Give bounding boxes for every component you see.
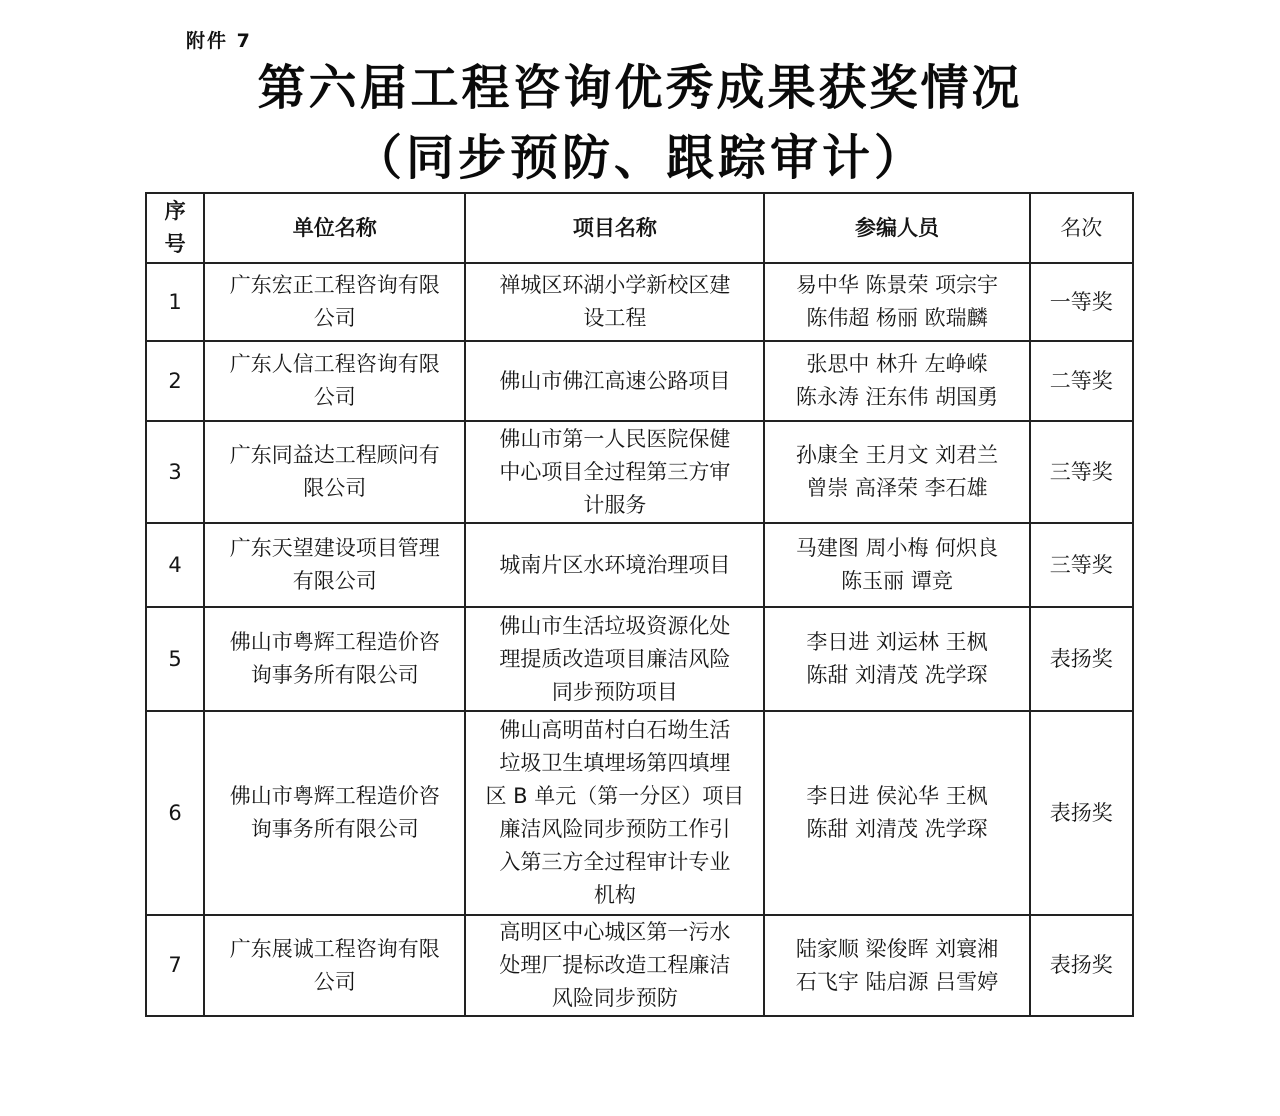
- table-row: [146, 263, 1133, 341]
- project-name-cell: [465, 523, 764, 607]
- unit-name-line: 广东天望建设项目管理: [229, 536, 440, 560]
- contributors-cell: [764, 263, 1029, 341]
- row-number-cell: 7: [146, 915, 204, 1016]
- award-rank-cell: 三等奖: [1030, 421, 1133, 523]
- project-name-line: 同步预防项目: [551, 679, 678, 704]
- unit-name-line: 佛山市粤辉工程造价咨: [229, 630, 440, 654]
- column-header-people: 参编人员: [764, 193, 1029, 263]
- unit-name-line: 广东同益达工程顾问有: [229, 443, 440, 467]
- table-row: [146, 421, 1133, 523]
- row-number-cell: 5: [146, 607, 204, 711]
- project-name-line: 设工程: [583, 306, 647, 330]
- contributors-line: 孙康全 王月文 刘君兰: [795, 443, 999, 467]
- project-name-line: 计服务: [583, 492, 647, 517]
- project-name-line: 机构: [593, 883, 636, 907]
- table-row: [146, 711, 1133, 915]
- table-header-row: [146, 193, 1133, 263]
- project-name-cell: [465, 421, 764, 523]
- award-rank-cell: 二等奖: [1030, 341, 1133, 421]
- contributors-line: 石飞宇 陆启源 吕雪婷: [795, 969, 999, 994]
- unit-name-line: 广东宏正工程咨询有限: [229, 273, 440, 297]
- unit-name-cell: [204, 341, 465, 421]
- contributors-line: 曾崇 高泽荣 李石雄: [806, 476, 988, 500]
- table-row: [146, 607, 1133, 711]
- contributors-line: 陈玉丽 谭竞: [841, 569, 953, 593]
- unit-name-cell: [204, 607, 465, 711]
- project-name-line: 风险同步预防: [551, 986, 678, 1010]
- contributors-cell: [764, 523, 1029, 607]
- contributors-line: 马建图 周小梅 何炽良: [795, 536, 999, 560]
- table-row: [146, 523, 1133, 607]
- column-header-unit: 单位名称: [204, 193, 465, 263]
- contributors-cell: [764, 915, 1029, 1016]
- row-number-cell: 1: [146, 263, 204, 341]
- project-name-line: 区 B 单元（第一分区）项目: [485, 784, 745, 808]
- award-rank-cell: 表扬奖: [1030, 607, 1133, 711]
- unit-name-line: 佛山市粤辉工程造价咨: [229, 784, 440, 808]
- unit-name-line: 限公司: [303, 476, 367, 500]
- table-row: [146, 341, 1133, 421]
- unit-name-line: 广东展诚工程咨询有限: [229, 936, 440, 961]
- contributors-line: 陈伟超 杨丽 欧瑞麟: [806, 306, 988, 330]
- contributors-line: 张思中 林升 左峥嵘: [806, 352, 988, 376]
- unit-name-line: 广东人信工程咨询有限: [229, 352, 440, 376]
- row-number-cell: 2: [146, 341, 204, 421]
- contributors-cell: [764, 607, 1029, 711]
- project-name-line: 城南片区水环境治理项目: [499, 552, 731, 577]
- unit-name-cell: [204, 711, 465, 915]
- unit-name-line: 公司: [313, 306, 356, 330]
- award-rank-cell: 表扬奖: [1030, 915, 1133, 1016]
- attachment-label: 附件 7: [186, 30, 252, 52]
- project-name-line: 佛山市佛江高速公路项目: [499, 368, 731, 393]
- contributors-line: 陈永涛 汪东伟 胡国勇: [795, 385, 999, 409]
- column-header-project: 项目名称: [465, 193, 764, 263]
- project-name-line: 高明区中心城区第一污水: [499, 920, 731, 944]
- row-number-cell: 4: [146, 523, 204, 607]
- contributors-line: 陈甜 刘清茂 冼学琛: [806, 817, 988, 841]
- unit-name-cell: [204, 421, 465, 523]
- project-name-cell: [465, 915, 764, 1016]
- table-body: [146, 263, 1133, 1016]
- project-name-cell: [465, 341, 764, 421]
- contributors-cell: [764, 711, 1029, 915]
- contributors-line: 易中华 陈景荣 项宗宇: [795, 273, 999, 297]
- unit-name-line: 询事务所有限公司: [250, 817, 419, 841]
- column-header-rank: 名次: [1030, 193, 1133, 263]
- contributors-cell: [764, 421, 1029, 523]
- project-name-line: 入第三方全过程审计专业: [499, 850, 731, 874]
- document-subtitle: （同步预防、跟踪审计）: [353, 130, 926, 186]
- document-title: 第六届工程咨询优秀成果获奖情况: [257, 60, 1023, 116]
- project-name-line: 中心项目全过程第三方审: [499, 459, 731, 484]
- project-name-cell: [465, 607, 764, 711]
- project-name-line: 佛山高明苗村白石坳生活: [499, 718, 731, 742]
- awards-table: [145, 192, 1134, 1017]
- award-rank-cell: 一等奖: [1030, 263, 1133, 341]
- project-name-line: 理提质改造项目廉洁风险: [499, 646, 731, 671]
- project-name-cell: [465, 263, 764, 341]
- project-name-line: 处理厂提标改造工程廉洁: [499, 953, 731, 977]
- unit-name-cell: [204, 263, 465, 341]
- award-rank-cell: 三等奖: [1030, 523, 1133, 607]
- column-header-no-line1: 序: [164, 199, 186, 223]
- project-name-line: 佛山市第一人民医院保健: [499, 426, 731, 451]
- column-header-no: [146, 193, 204, 263]
- contributors-line: 李日进 侯沁华 王枫: [806, 784, 988, 808]
- contributors-line: 李日进 刘运林 王枫: [806, 630, 988, 654]
- row-number-cell: 6: [146, 711, 204, 915]
- unit-name-cell: [204, 523, 465, 607]
- row-number-cell: 3: [146, 421, 204, 523]
- unit-name-line: 询事务所有限公司: [250, 663, 419, 687]
- unit-name-line: 公司: [313, 385, 356, 409]
- project-name-line: 垃圾卫生填埋场第四填埋: [499, 751, 731, 775]
- project-name-cell: [465, 711, 764, 915]
- award-rank-cell: 表扬奖: [1030, 711, 1133, 915]
- project-name-line: 廉洁风险同步预防工作引: [499, 817, 731, 841]
- project-name-line: 禅城区环湖小学新校区建: [499, 273, 731, 297]
- contributors-cell: [764, 341, 1029, 421]
- unit-name-cell: [204, 915, 465, 1016]
- column-header-no-line2: 号: [164, 232, 186, 256]
- table-row: [146, 915, 1133, 1016]
- unit-name-line: 有限公司: [292, 569, 377, 593]
- contributors-line: 陈甜 刘清茂 冼学琛: [806, 663, 988, 687]
- project-name-line: 佛山市生活垃圾资源化处: [499, 613, 731, 638]
- contributors-line: 陆家顺 梁俊晖 刘寰湘: [795, 936, 999, 961]
- unit-name-line: 公司: [313, 969, 356, 994]
